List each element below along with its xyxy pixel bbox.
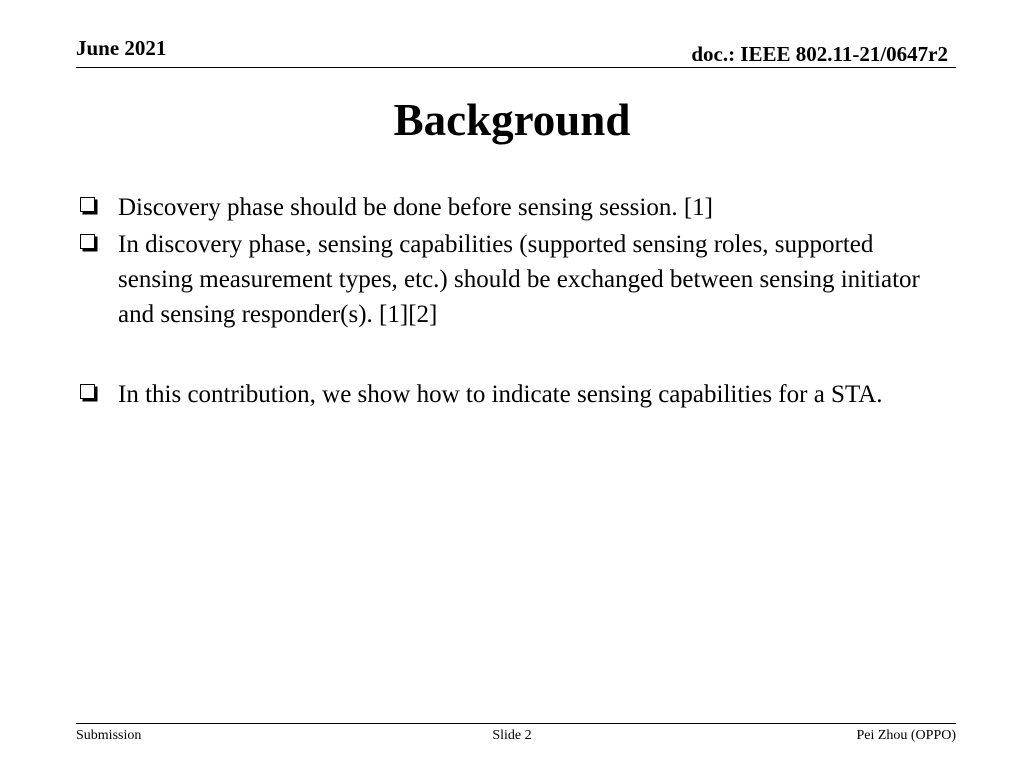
footer-submission: Submission	[76, 728, 142, 743]
bullet-text: In discovery phase, sensing capabilities (supported sensing roles, supported sensing measurement types, etc.) should be exchanged between sensing initiator and sensing responder(s). [1][2]	[118, 231, 920, 328]
footer-divider	[76, 723, 956, 724]
footer-slide-number: Slide 2	[492, 728, 532, 743]
bullet-text: In this contribution, we show how to indicate sensing capabilities for a STA.	[118, 381, 883, 408]
bullet-item	[76, 190, 946, 225]
bullet-text: Discovery phase should be done before sensing session. [1]	[118, 194, 714, 221]
bullet-item	[76, 377, 946, 412]
header-date: June 2021	[76, 36, 167, 60]
bullet-list	[76, 190, 946, 414]
bullet-item	[76, 227, 946, 332]
header-doc-id: doc.: IEEE 802.11-21/0647r2	[691, 42, 948, 66]
footer-author: Pei Zhou (OPPO)	[856, 728, 956, 743]
checkbox-bullet-icon	[80, 197, 95, 212]
checkbox-bullet-icon	[80, 384, 95, 399]
header-divider	[76, 67, 956, 68]
slide-title: Background	[393, 95, 631, 145]
checkbox-bullet-icon	[80, 234, 95, 249]
